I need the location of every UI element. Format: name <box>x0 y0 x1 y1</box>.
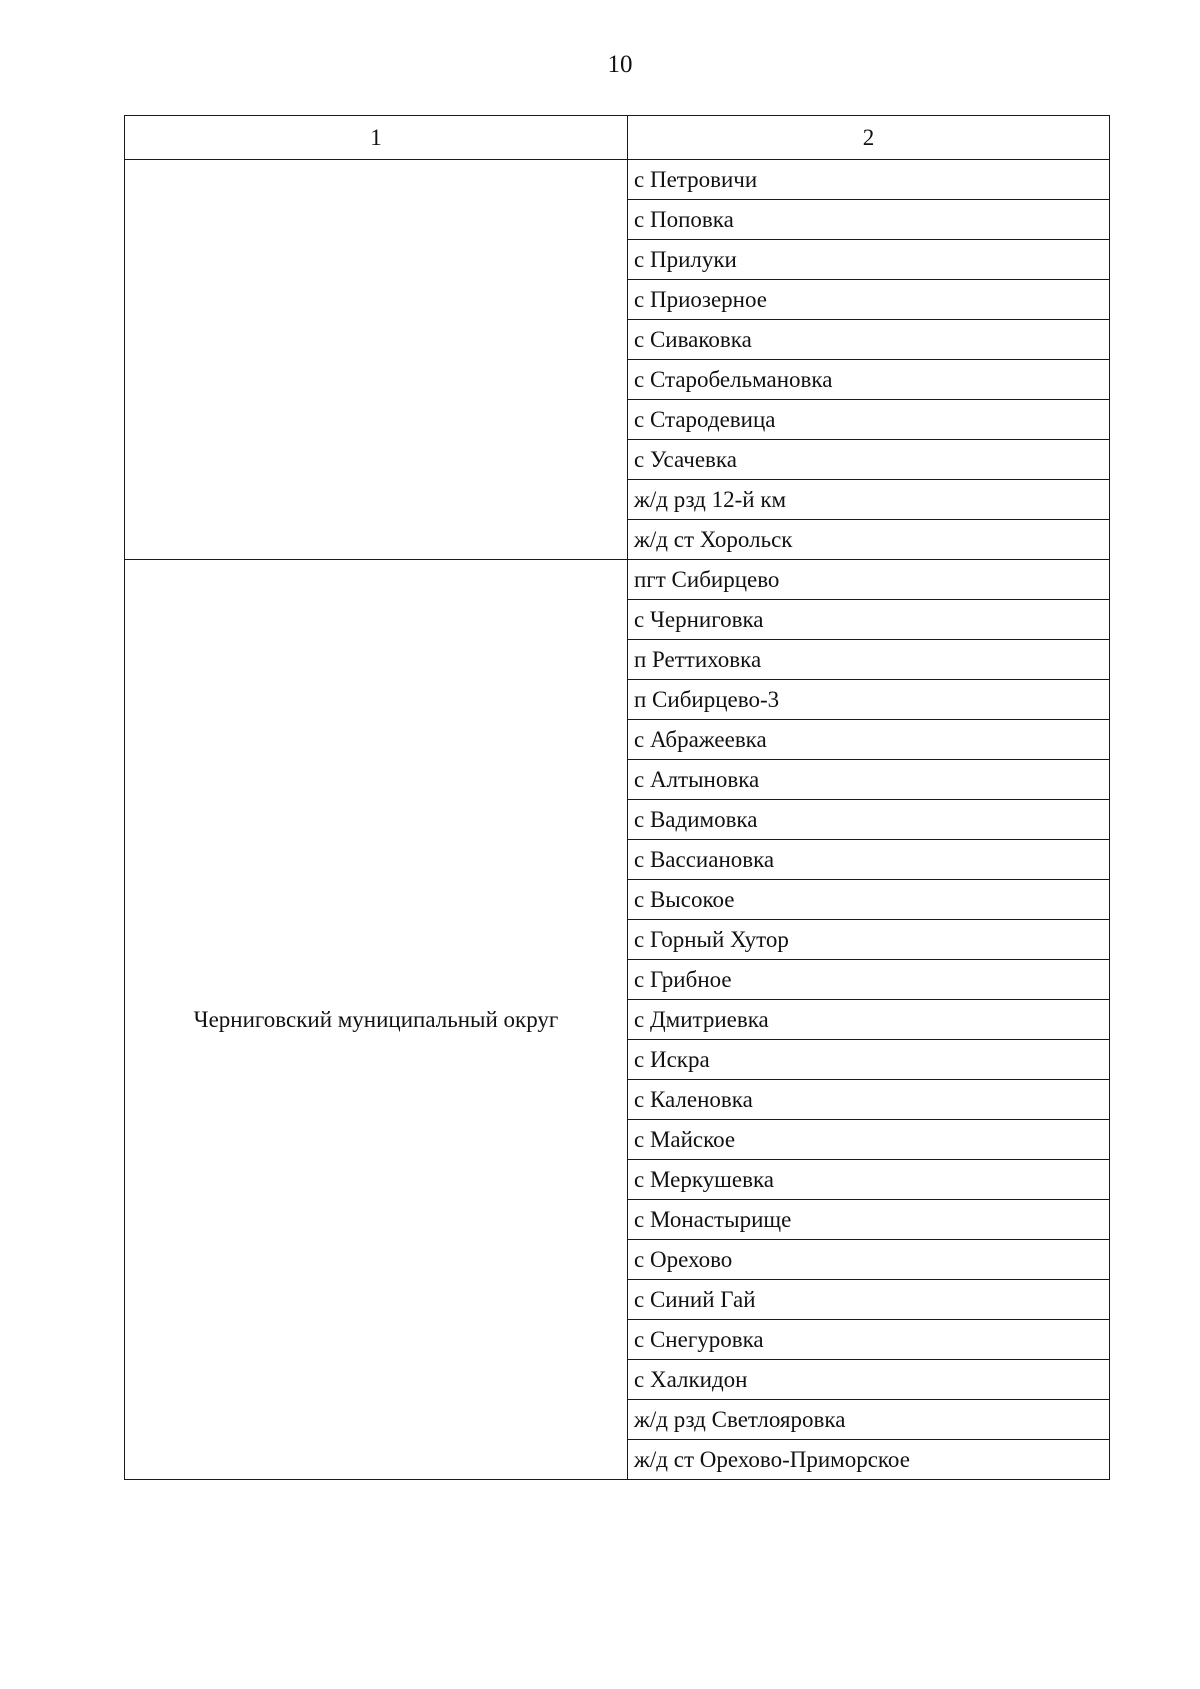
settlement-cell: с Старобельмановка <box>628 360 1110 400</box>
settlement-cell: с Халкидон <box>628 1360 1110 1400</box>
table-row <box>125 160 1110 200</box>
table-body <box>125 116 1110 1480</box>
settlement-cell: ж/д рзд 12-й км <box>628 480 1110 520</box>
settlement-cell: с Приозерное <box>628 280 1110 320</box>
page-number: 10 <box>607 51 633 78</box>
settlement-cell: с Алтыновка <box>628 760 1110 800</box>
settlement-cell: с Усачевка <box>628 440 1110 480</box>
settlement-cell: с Прилуки <box>628 240 1110 280</box>
settlements-table <box>124 115 1110 1480</box>
settlement-cell: с Дмитриевка <box>628 1000 1110 1040</box>
settlement-cell: с Монастырище <box>628 1200 1110 1240</box>
settlement-cell: с Горный Хутор <box>628 920 1110 960</box>
settlement-cell: с Вадимовка <box>628 800 1110 840</box>
column-header-1: 1 <box>125 116 628 160</box>
settlement-cell: п Сибирцево-3 <box>628 680 1110 720</box>
settlement-cell: с Вассиановка <box>628 840 1110 880</box>
settlement-cell: с Майское <box>628 1120 1110 1160</box>
table-row <box>125 560 1110 600</box>
settlement-cell: с Грибное <box>628 960 1110 1000</box>
settlement-cell: пгт Сибирцево <box>628 560 1110 600</box>
settlement-cell: с Поповка <box>628 200 1110 240</box>
municipality-cell: Черниговский муниципальный округ <box>125 560 628 1480</box>
settlement-cell: с Высокое <box>628 880 1110 920</box>
settlement-cell: п Реттиховка <box>628 640 1110 680</box>
settlement-cell: с Петровичи <box>628 160 1110 200</box>
column-header-2: 2 <box>628 116 1110 160</box>
settlement-cell: с Синий Гай <box>628 1280 1110 1320</box>
settlement-cell: с Снегуровка <box>628 1320 1110 1360</box>
settlement-cell: с Черниговка <box>628 600 1110 640</box>
settlement-cell: с Орехово <box>628 1240 1110 1280</box>
settlement-cell: ж/д ст Орехово-Приморское <box>628 1440 1110 1480</box>
settlement-cell: ж/д ст Хорольск <box>628 520 1110 560</box>
table-header-row <box>125 116 1110 160</box>
settlement-cell: с Стародевица <box>628 400 1110 440</box>
settlement-cell: с Абражеевка <box>628 720 1110 760</box>
settlement-cell: с Меркушевка <box>628 1160 1110 1200</box>
settlement-cell: с Каленовка <box>628 1080 1110 1120</box>
settlement-cell: с Сиваковка <box>628 320 1110 360</box>
municipality-cell <box>125 160 628 560</box>
settlement-cell: ж/д рзд Светлояровка <box>628 1400 1110 1440</box>
settlement-cell: с Искра <box>628 1040 1110 1080</box>
